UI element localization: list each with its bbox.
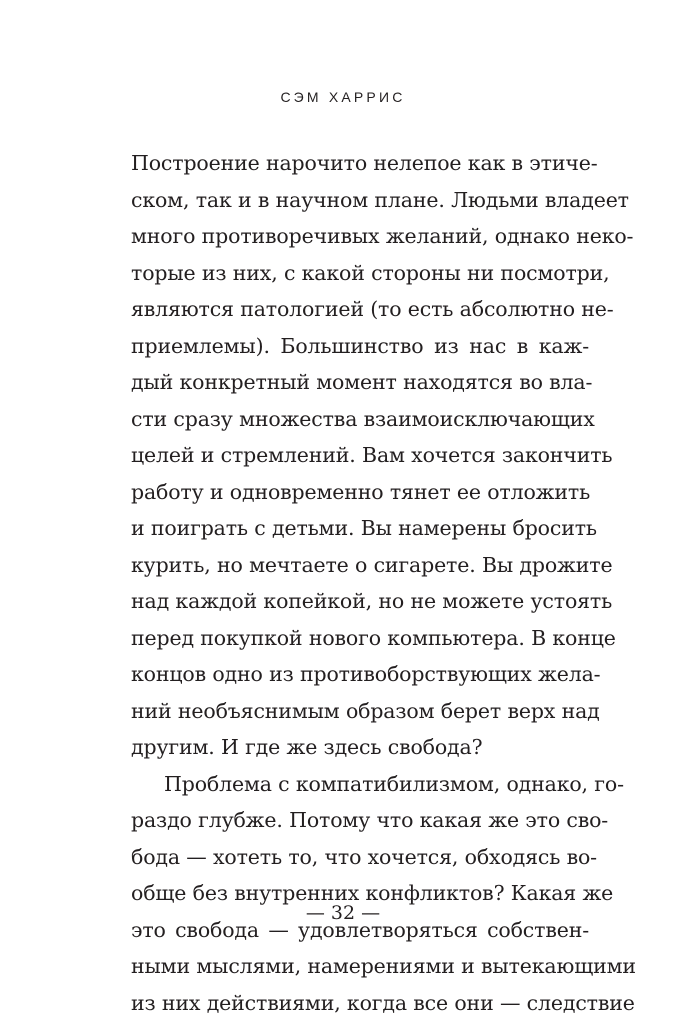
text-line: обще без внутренних конфликтов? Какая же [131, 875, 589, 912]
text-line: концов одно из противоборствующих жела- [131, 656, 589, 693]
text-line: раздо глубже. Потому что какая же это сво- [131, 802, 589, 839]
text-line: сти сразу множества взаимоисключающих [131, 401, 589, 438]
text-line: другим. И где же здесь свобода? [131, 729, 589, 766]
text-line: ний необъяснимым образом берет верх над [131, 693, 589, 730]
text-line: ском, так и в научном плане. Людьми владеет [131, 182, 589, 219]
text-line: приемлемы). Большинство из нас в каж- [131, 328, 589, 365]
text-line: перед покупкой нового компьютера. В конце [131, 620, 589, 657]
running-head: СЭМ ХАРРИС [0, 88, 686, 106]
text-line: бода — хотеть то, что хочется, обходясь во- [131, 839, 589, 876]
text-line: и поиграть с детьми. Вы намерены бросить [131, 510, 589, 547]
text-line: дый конкретный момент находятся во вла- [131, 364, 589, 401]
text-line: торые из них, с какой стороны ни посмотри, [131, 255, 589, 292]
text-line: это свобода — удовлетворяться собствен- [131, 912, 589, 949]
text-line: целей и стремлений. Вам хочется закончить [131, 437, 589, 474]
body-text [131, 145, 589, 1021]
text-line: над каждой копейкой, но не можете устоять [131, 583, 589, 620]
text-line: много противоречивых желаний, однако неко- [131, 218, 589, 255]
paragraph [131, 766, 589, 1021]
text-line: ными мыслями, намерениями и вытекающими [131, 948, 589, 985]
page-number: — 32 — [0, 902, 686, 924]
text-line: курить, но мечтаете о сигарете. Вы дрожите [131, 547, 589, 584]
text-line: являются патологией (то есть абсолютно не- [131, 291, 589, 328]
paragraph [131, 145, 589, 766]
text-line: работу и одновременно тянет ее отложить [131, 474, 589, 511]
text-line: Построение нарочито нелепое как в этиче- [131, 145, 589, 182]
text-line: из них действиями, когда все они — следствие [131, 985, 589, 1021]
text-line: Проблема с компатибилизмом, однако, го- [131, 766, 589, 803]
